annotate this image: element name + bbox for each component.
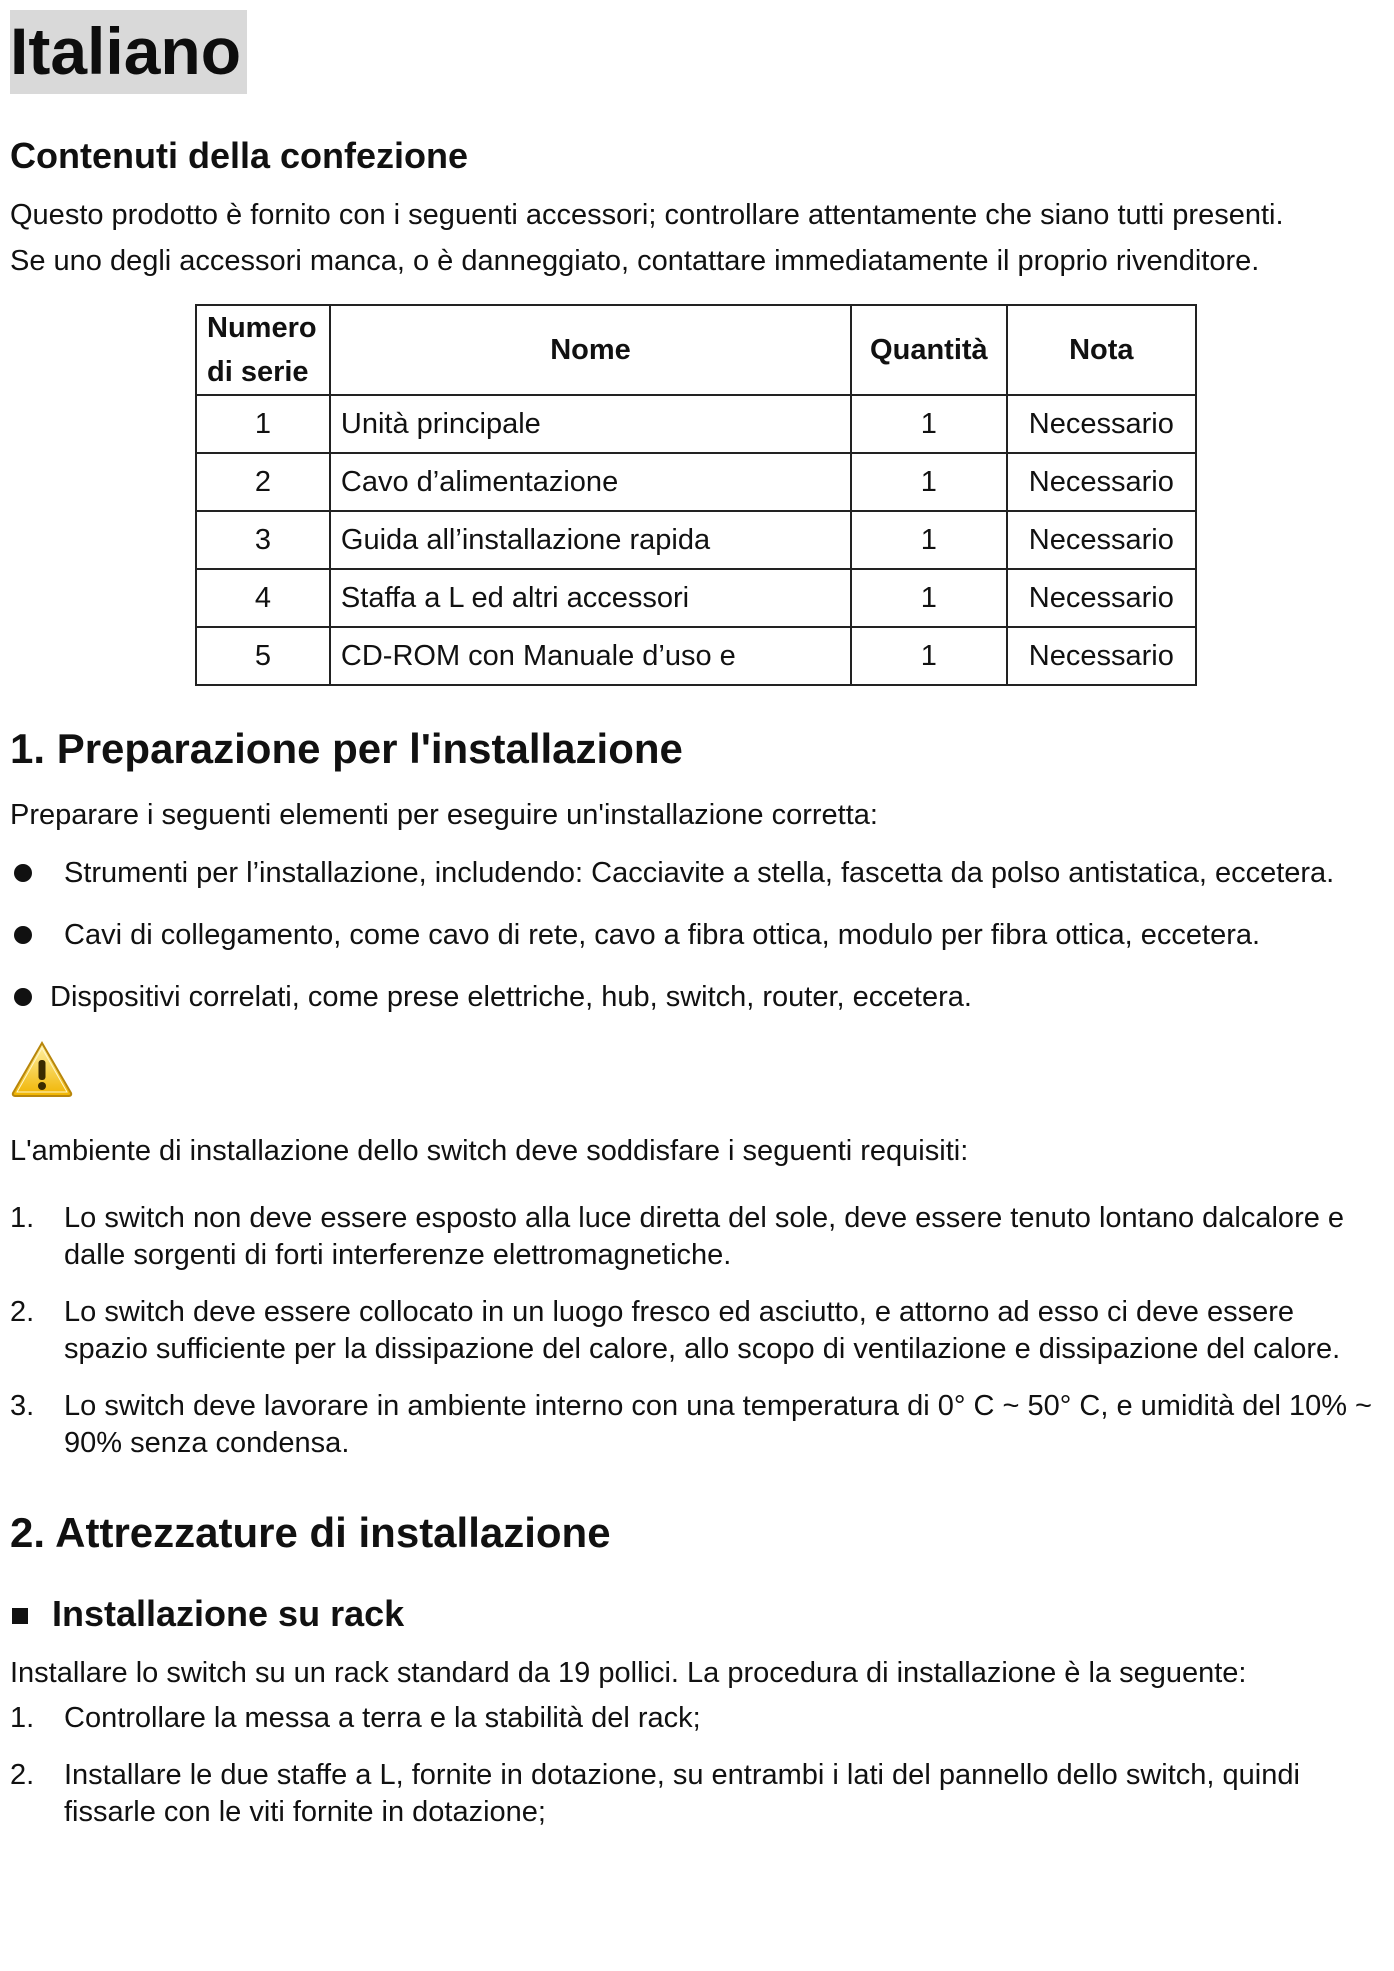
warning-triangle-icon [10,1040,74,1098]
bullet-text: Strumenti per l’installazione, includendo: Cacciavite a stella, fascetta da polso antistatica, eccetera. [64,857,1335,889]
cell-name: CD-ROM con Manuale d’uso e [330,627,851,685]
item-text: Installare le due staffe a L, fornite in dotazione, su entrambi i lati del pannello dello switch, quindi fissarle con le viti fornite in dotazione; [64,1759,1300,1828]
contents-heading: Contenuti della confezione [10,135,469,176]
cell-name: Guida all’installazione rapida [330,511,851,569]
item-number: 3. [10,1390,35,1422]
cell-quantity: 1 [851,627,1007,685]
cell-note: Necessario [1007,569,1196,627]
header-serial-line1: Numero [207,312,317,344]
header-note: Nota [1007,305,1196,395]
rack-subheading [10,1592,1384,1636]
table-row [196,395,1196,453]
item-number: 2. [10,1296,35,1328]
rack-steps-list [10,1700,1384,1831]
section2-heading: 2. Attrezzature di installazione [10,1509,611,1556]
header-quantity: Quantità [851,305,1007,395]
table-row [196,569,1196,627]
header-serial-line2: di serie [207,356,309,388]
section1-intro: Preparare i seguenti elementi per eseguire un'installazione corretta: [10,799,878,831]
item-text: Controllare la messa a terra e la stabilità del rack; [64,1702,701,1734]
list-item [10,1294,1384,1368]
list-item [10,978,1384,1016]
environment-intro: L'ambiente di installazione dello switch deve soddisfare i seguenti requisiti: [10,1135,969,1167]
cell-serial: 1 [196,395,330,453]
item-number: 2. [10,1759,35,1791]
language-title: Italiano [10,10,247,94]
contents-table-wrap [195,304,1384,686]
item-number: 1. [10,1702,35,1734]
table-header-row [196,305,1196,395]
list-item [10,1700,1384,1737]
intro-line: Se uno degli accessori manca, o è danneggiato, contattare immediatamente il proprio rivenditore. [10,245,1260,277]
square-bullet-icon [12,1608,28,1624]
contents-table [195,304,1197,686]
cell-serial: 2 [196,453,330,511]
bullet-text: Cavi di collegamento, come cavo di rete, cavo a fibra ottica, modulo per fibra ottica, eccetera. [64,919,1261,951]
cell-quantity: 1 [851,453,1007,511]
cell-note: Necessario [1007,627,1196,685]
contents-intro [10,192,1384,284]
item-number: 1. [10,1202,35,1234]
list-item [10,854,1384,892]
table-row [196,453,1196,511]
cell-serial: 3 [196,511,330,569]
cell-name: Cavo d’alimentazione [330,453,851,511]
rack-subheading-text: Installazione su rack [52,1593,405,1634]
cell-note: Necessario [1007,453,1196,511]
header-serial-number [196,305,330,395]
list-item [10,1757,1384,1831]
list-item [10,1200,1384,1274]
bullet-dot-icon [14,864,32,882]
cell-quantity: 1 [851,569,1007,627]
bullet-dot-icon [14,988,32,1006]
list-item [10,916,1384,954]
cell-serial: 5 [196,627,330,685]
list-item [10,1388,1384,1462]
cell-name: Unità principale [330,395,851,453]
cell-note: Necessario [1007,511,1196,569]
manual-page [10,10,1384,1851]
table-row [196,627,1196,685]
rack-intro: Installare lo switch su un rack standard da 19 pollici. La procedura di installazione è la seguente: [10,1657,1247,1689]
cell-note: Necessario [1007,395,1196,453]
cell-quantity: 1 [851,511,1007,569]
bullet-dot-icon [14,926,32,944]
item-text: Lo switch deve lavorare in ambiente interno con una temperatura di 0° C ~ 50° C, e umidità del 10% ~ 90% senza condensa. [64,1390,1372,1459]
requirements-list [10,1200,1384,1462]
cell-quantity: 1 [851,395,1007,453]
header-name: Nome [330,305,851,395]
bullet-text: Dispositivi correlati, come prese elettriche, hub, switch, router, eccetera. [50,981,972,1013]
intro-line: Questo prodotto è fornito con i seguenti accessori; controllare attentamente che siano tutti presenti. [10,199,1284,231]
table-row [196,511,1196,569]
cell-name: Staffa a L ed altri accessori [330,569,851,627]
cell-serial: 4 [196,569,330,627]
tools-bullet-list [10,854,1384,1016]
item-text: Lo switch non deve essere esposto alla luce diretta del sole, deve essere tenuto lontano dalcalore e dalle sorgenti di forti interferenze elettromagnetiche. [64,1202,1345,1271]
section1-heading: 1. Preparazione per l'installazione [10,725,683,772]
item-text: Lo switch deve essere collocato in un luogo fresco ed asciutto, e attorno ad esso ci deve essere spazio sufficiente per la dissipazione del calore, allo scopo di ventilazione e dissipazione del calore. [64,1296,1341,1365]
